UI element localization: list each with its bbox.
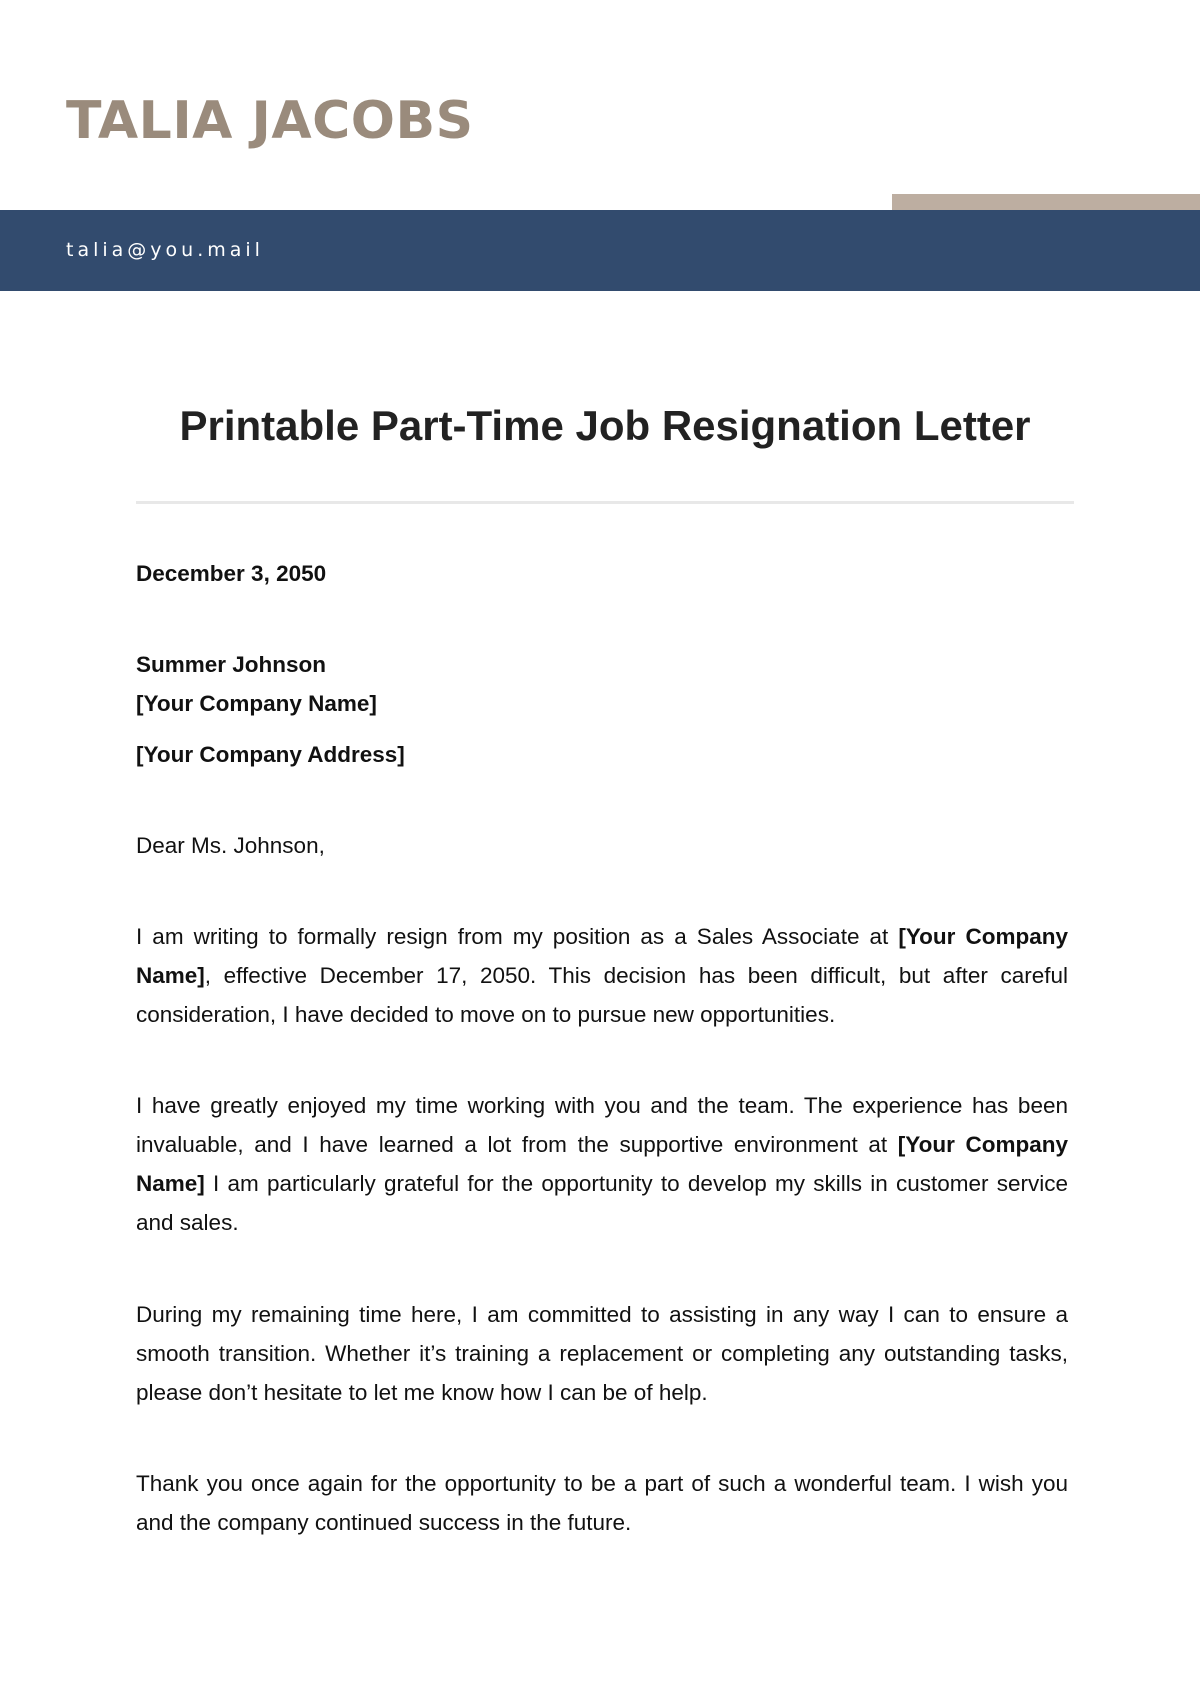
header-accent-bar: [892, 194, 1200, 210]
paragraph-1-text-a: I am writing to formally resign from my position as a Sales Associate at: [136, 924, 899, 949]
recipient-address: [Your Company Address]: [136, 742, 405, 767]
contact-band: [0, 210, 1200, 291]
paragraph-2-company-name: [Your Company Name]: [136, 1132, 1068, 1196]
paragraph-1-text-b: , effective December 17, 2050. This decision has been difficult, but after careful consideration, I have decided to move on to pursue new opportunities.: [136, 963, 1068, 1027]
paragraph-2-text-b: I am particularly grateful for the opportunity to develop my skills in customer service and sales.: [136, 1171, 1068, 1235]
recipient-name: Summer Johnson: [136, 652, 327, 677]
body-paragraph-1: [136, 917, 1068, 1034]
paragraph-1-company-name: [Your Company Name]: [136, 924, 1068, 988]
title-divider: [136, 501, 1074, 504]
body-paragraph-2: [136, 1086, 1068, 1242]
paragraph-2-text-a: I have greatly enjoyed my time working with you and the team. The experience has been invaluable, and I have learned a lot from the supportive environment at: [136, 1093, 1068, 1157]
recipient-company: [Your Company Name]: [136, 691, 377, 716]
body-paragraph-3: During my remaining time here, I am committed to assisting in any way I can to ensure a smooth transition. Whether it’s training a replacement or completing any outstanding tasks, please don’t hesitate to let me know how I can be of help.: [136, 1302, 1068, 1405]
sender-name: TALIA JACOBS: [66, 91, 474, 151]
document-title: Printable Part-Time Job Resignation Letter: [179, 402, 1031, 449]
body-paragraph-4: Thank you once again for the opportunity to be a part of such a wonderful team. I wish you and the company continued success in the future.: [136, 1471, 1068, 1535]
salutation: Dear Ms. Johnson,: [136, 833, 325, 858]
letter-date: December 3, 2050: [136, 561, 327, 586]
sender-email[interactable]: talia@you.mail: [66, 239, 264, 261]
